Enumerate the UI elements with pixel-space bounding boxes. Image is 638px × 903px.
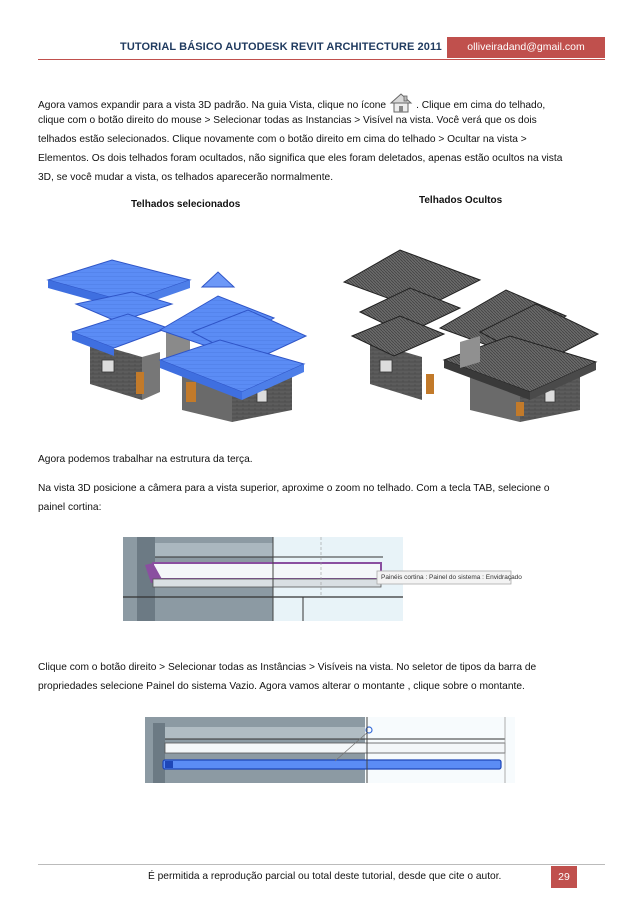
intro-line-5: 3D, se você mudar a vista, os telhados aparecerão normalmente. [38,172,334,183]
footer-notice: É permitida a reprodução parcial ou total deste tutorial, desde que cite o autor. [148,871,502,882]
intro-line-2: clique com o botão direito do mouse > Selecionar todas as Instancias > Visível na vista. Você verá que os dois [38,115,537,126]
curtain-panel-tooltip: Painéis cortina : Painel do sistema : Envidraçado [381,574,522,581]
paragraph-select-instances [38,658,598,696]
paragraph-purlin-line: Agora podemos trabalhar na estrutura da terça. [38,454,253,465]
paragraph-purlin [38,450,598,469]
figure-selected-roofs [42,232,318,429]
header-rule [38,59,605,60]
paragraph-camera [38,479,598,517]
caption-hidden-roofs: Telhados Ocultos [419,195,503,206]
figure-mullion [145,717,515,788]
header-email: olliveiradand@gmail.com [447,37,605,58]
figure-curtain-panel [123,537,522,626]
intro-paragraph [38,92,598,187]
caption-selected-roofs: Telhados selecionados [131,199,241,210]
paragraph-select-line-1: Clique com o botão direito > Selecionar todas as Instâncias > Visíveis na vista. No seletor de tipos da barra de [38,662,537,673]
intro-line-1a: Agora vamos expandir para a vista 3D padrão. Na guia Vista, clique no ícone [38,100,387,111]
paragraph-select-line-2: propriedades selecione Painel do sistema Vazio. Agora vamos alterar o montante , clique sobre o montante. [38,681,525,692]
paragraph-camera-line-1: Na vista 3D posicione a câmera para a vista superior, aproxime o zoom no telhado. Com a tecla TAB, selecione o [38,483,550,494]
page-number: 29 [551,866,577,888]
figure-hidden-roofs [340,232,608,427]
paragraph-camera-line-2: painel cortina: [38,502,102,513]
header-title: TUTORIAL BÁSICO AUTODESK REVIT ARCHITECTURE 2011 [120,41,442,53]
intro-line-3: telhados estão selecionados. Clique novamente com o botão direito em cima do telhado > Ocultar na vista > [38,134,527,145]
intro-line-1b: . Clique em cima do telhado, [416,100,546,111]
intro-line-4: Elementos. Os dois telhados foram ocultados, não significa que eles foram deletados, apenas estão ocultos na vista [38,153,563,164]
footer-rule [38,864,605,865]
